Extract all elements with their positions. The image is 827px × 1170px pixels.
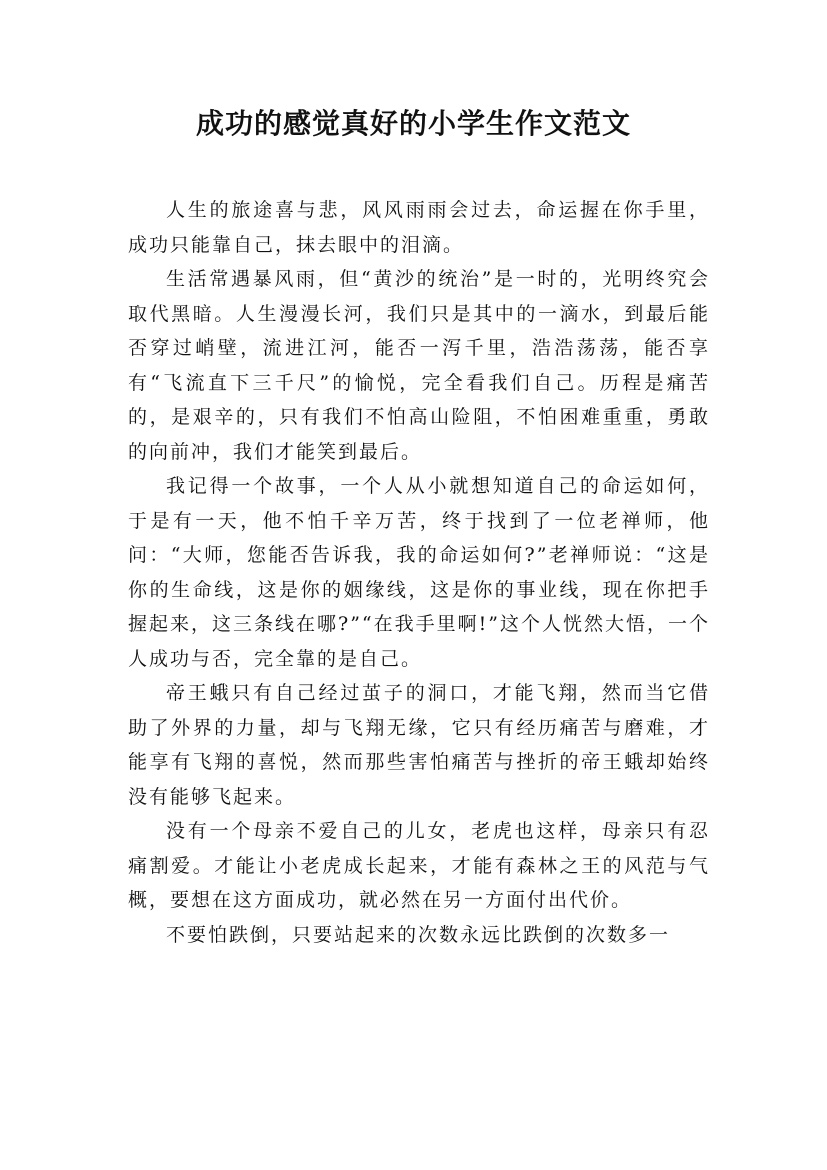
paragraph-6: 不要怕跌倒，只要站起来的次数永远比跌倒的次数多一 — [166, 923, 671, 946]
paragraph-2: 生活常遇暴风雨，但“黄沙的统治”是一时的，光明终究会取代黑暗。人生漫漫长河，我们只是其中的一滴水，到最后能否穿过峭壁，流进江河，能否一泻千里，浩浩荡荡，能否享有“飞流直下三千尺”的愉悦，完全看我们自己。历程是痛苦的，是艰辛的，只有我们不怕高山险阻，不怕困难重重，勇敢的向前冲，我们才能笑到最后。 — [128, 268, 710, 463]
document-body — [128, 193, 710, 952]
paragraph-1: 人生的旅途喜与悲，风风雨雨会过去，命运握在你手里，成功只能靠自己，抹去眼中的泪滴。 — [128, 199, 710, 256]
paragraph-3: 我记得一个故事，一个人从小就想知道自己的命运如何，于是有一天，他不怕千辛万苦，终于找到了一位老禅师，他问：“大师，您能否告诉我，我的命运如何?”老禅师说：“这是你的生命线，这是你的姻缘线，这是你的事业线，现在你把手握起来，这三条线在哪?”“在我手里啊!”这个人恍然大悟，一个人成功与否，完全靠的是自己。 — [128, 475, 710, 670]
document-title: 成功的感觉真好的小学生作文范文 — [195, 107, 631, 140]
paragraph-4: 帝王蛾只有自己经过茧子的洞口，才能飞翔，然而当它借助了外界的力量，却与飞翔无缘，它只有经历痛苦与磨难，才能享有飞翔的喜悦，然而那些害怕痛苦与挫折的帝王蛾却始终没有能够飞起来。 — [128, 682, 710, 808]
paragraph-5: 没有一个母亲不爱自己的儿女，老虎也这样，母亲只有忍痛割爱。才能让小老虎成长起来，才能有森林之王的风范与气概，要想在这方面成功，就必然在另一方面付出代价。 — [128, 820, 710, 911]
